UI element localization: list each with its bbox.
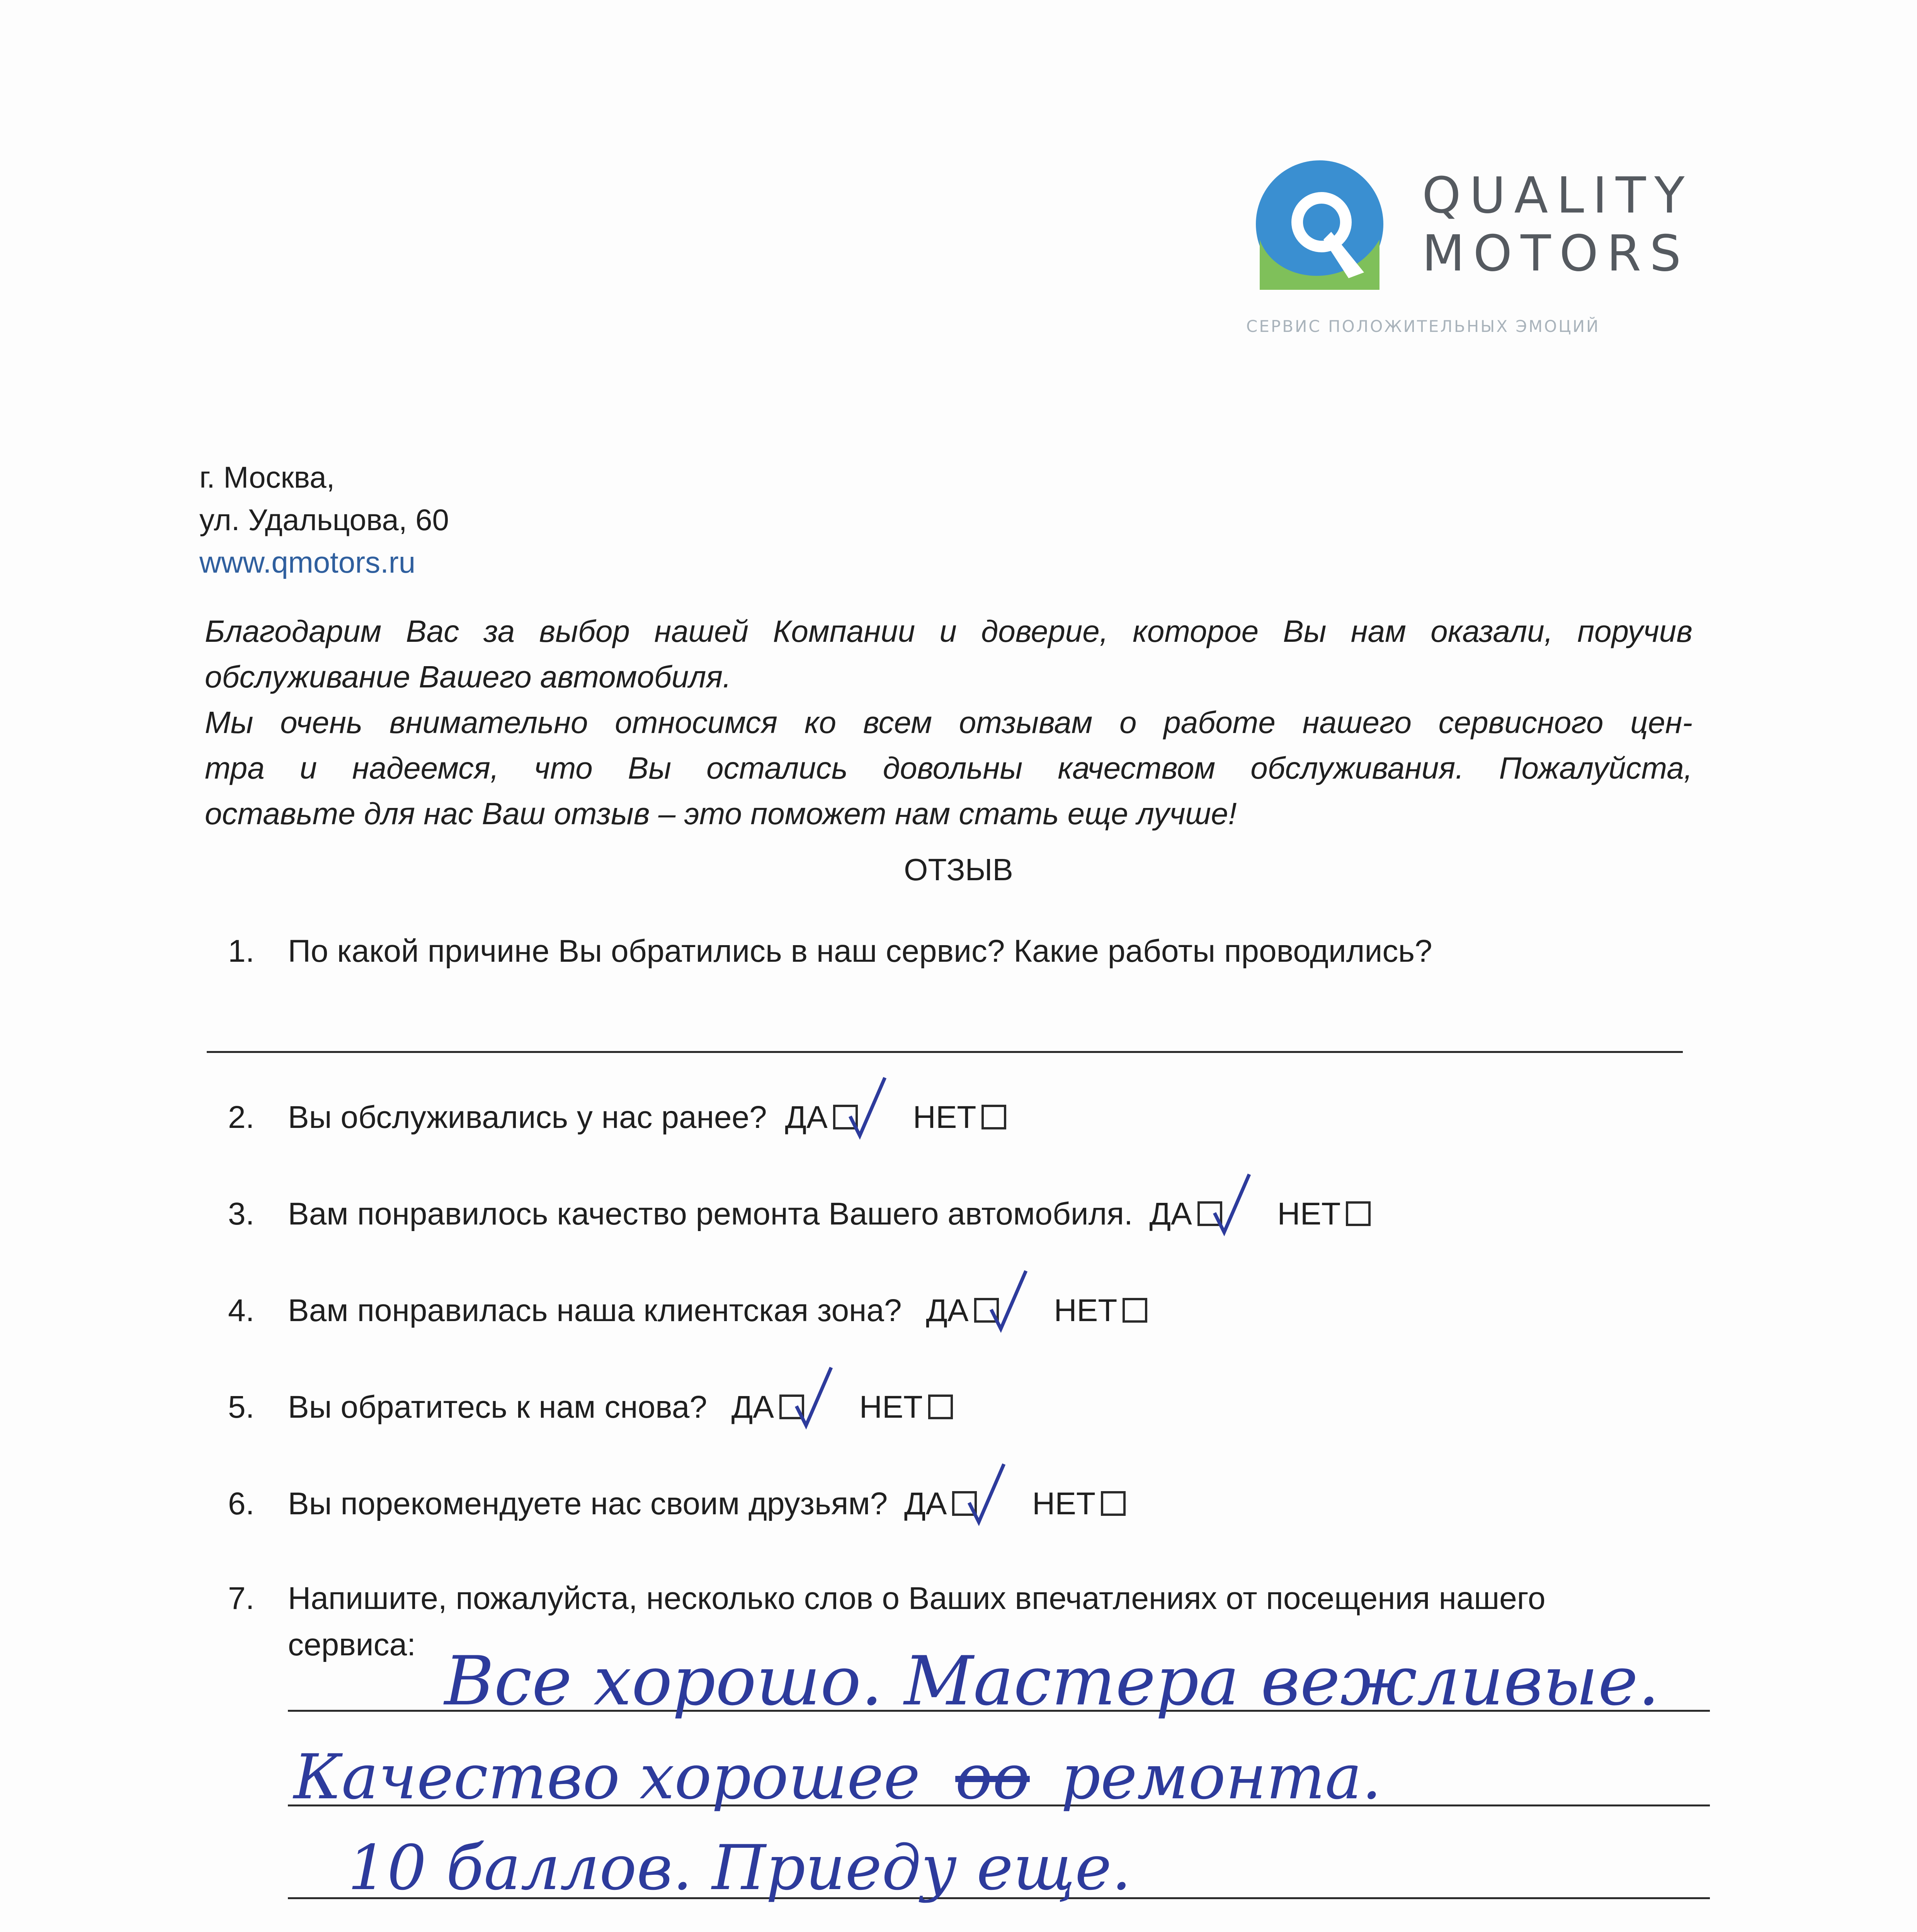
address-street: ул. Удальцова, 60 [199, 503, 449, 537]
question-text-continued: сервиса: [288, 1627, 416, 1662]
question-label: Вы порекомендуете нас своим друзьям? [288, 1486, 888, 1521]
question-number: 2. [228, 1100, 255, 1135]
no-label: НЕТ [913, 1100, 976, 1135]
company-address [199, 456, 449, 583]
no-label: НЕТ [1277, 1196, 1341, 1231]
question-number: 5. [228, 1389, 255, 1425]
question-label: Вы обратитесь к нам снова? [288, 1389, 707, 1425]
question-number: 7. [228, 1581, 255, 1616]
company-logo [1246, 156, 1832, 350]
question-text [288, 1196, 1371, 1232]
no-checkbox[interactable] [928, 1395, 953, 1419]
question-text: По какой причине Вы обратились в наш сервис? Какие работы проводились? [288, 934, 1432, 969]
intro-line: оставьте для нас Ваш отзыв – это поможет нам стать еще лучше! [205, 796, 1237, 831]
question-number: 4. [228, 1293, 255, 1328]
question-label: Вам понравилось качество ремонта Вашего автомобиля. [288, 1196, 1133, 1231]
yes-label: ДА [926, 1293, 969, 1328]
no-checkbox[interactable] [1101, 1491, 1126, 1516]
intro-line: обслуживание Вашего автомобиля. [205, 660, 731, 694]
question-text [288, 1486, 1126, 1522]
question-number: 3. [228, 1196, 255, 1231]
yes-label: ДА [731, 1389, 774, 1425]
question-label: Вы обслуживались у нас ранее? [288, 1100, 767, 1135]
question-text [288, 1389, 953, 1425]
handwritten-feedback-line-3: 10 баллов. Приеду еще. [348, 1832, 1131, 1904]
handwritten-text: Качество хорошее [294, 1741, 920, 1813]
handwritten-text: ремонта. [1061, 1741, 1382, 1813]
yes-label: ДА [1149, 1196, 1192, 1231]
no-checkbox[interactable] [981, 1105, 1006, 1129]
logo-slogan: СЕРВИС ПОЛОЖИТЕЛЬНЫХ ЭМОЦИЙ [1246, 317, 1600, 336]
question-text: Напишите, пожалуйста, несколько слов о Ваших впечатлениях от посещения нашего [288, 1581, 1546, 1616]
question-label: Вам понравилась наша клиентская зона? [288, 1293, 902, 1328]
yes-label: ДА [904, 1486, 947, 1521]
no-checkbox[interactable] [1346, 1201, 1371, 1226]
no-checkbox[interactable] [1123, 1298, 1147, 1323]
intro-line: тра и надеемся, что Вы остались довольны качеством обслуживания. Пожалуйста, [205, 751, 1692, 785]
question-text [288, 1099, 1006, 1136]
q-emblem-icon [1252, 156, 1391, 296]
intro-line: Мы очень внимательно относимся ко всем отзывам о работе нашего сервисного цен- [205, 705, 1692, 740]
address-city: г. Москва, [199, 460, 335, 494]
answer-line[interactable] [207, 1051, 1683, 1053]
handwritten-feedback-line-2 [294, 1741, 1381, 1813]
website-link[interactable]: www.qmotors.ru [199, 545, 416, 579]
no-label: НЕТ [859, 1389, 923, 1425]
struck-text: оо [955, 1741, 1030, 1813]
intro-paragraph [205, 609, 1692, 837]
form-heading: ОТЗЫВ [904, 852, 1013, 887]
intro-line: Благодарим Вас за выбор нашей Компании и доверие, которое Вы нам оказали, поручив [205, 614, 1692, 648]
question-number: 6. [228, 1486, 255, 1521]
no-label: НЕТ [1032, 1486, 1096, 1521]
logo-line-motors: MOTORS [1422, 225, 1690, 282]
question-number: 1. [228, 934, 255, 969]
yes-label: ДА [785, 1100, 828, 1135]
question-text [288, 1293, 1147, 1329]
handwritten-feedback-line-1: Все хорошо. Мастера вежливые. [444, 1642, 1660, 1721]
logo-line-quality: QUALITY [1422, 167, 1693, 224]
no-label: НЕТ [1054, 1293, 1118, 1328]
